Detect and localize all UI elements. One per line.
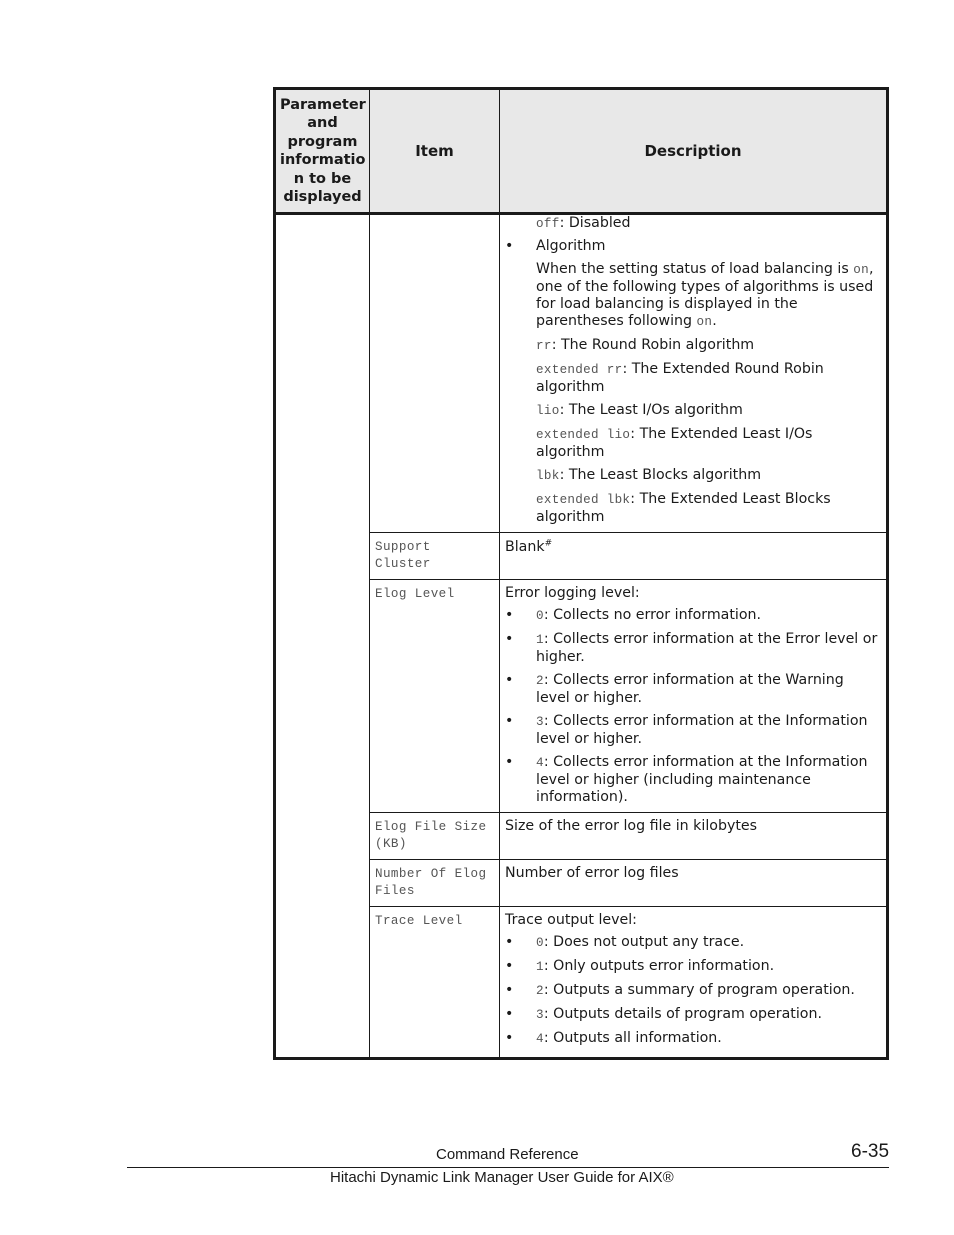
header-item: Item	[370, 89, 500, 214]
footer-guide-title: Hitachi Dynamic Link Manager User Guide for AIX®	[330, 1169, 674, 1186]
elog-level-list	[505, 607, 881, 806]
footer-divider	[127, 1167, 889, 1168]
footer-page-number: 6-35	[851, 1141, 890, 1162]
list-item: • 3: Outputs details of program operation.	[505, 1006, 822, 1022]
list-item: • 2: Collects error information at the Warning level or higher.	[505, 672, 844, 706]
description-elog-file-size: Size of the error log file in kilobytes	[500, 813, 888, 860]
list-item: • Algorithm	[505, 238, 606, 254]
algo-extended-lio: extended lio: The Extended Least I/Os algorithm	[536, 426, 813, 460]
list-item: • 1: Only outputs error information.	[505, 958, 775, 974]
algo-extended-lbk: extended lbk: The Extended Least Blocks algorithm	[536, 491, 831, 525]
table-row	[275, 214, 888, 533]
item-elog-file-size: Elog File Size (KB)	[370, 813, 500, 860]
algorithm-list	[505, 238, 881, 255]
item-support-cluster: Support Cluster	[370, 533, 500, 580]
item-elog-level: Elog Level	[370, 580, 500, 813]
item-cell	[370, 214, 500, 533]
algo-extended-rr: extended rr: The Extended Round Robin algorithm	[536, 361, 824, 395]
algorithm-intro: When the setting status of load balancing is on, one of the following types of algorithms is used for load balancing is displayed in the parentheses following on.	[536, 261, 874, 329]
header-param: Parameter and program informatio n to be displayed	[275, 89, 370, 214]
description-number-of-elog-files: Number of error log files	[500, 860, 888, 907]
list-item: • 0: Collects no error information.	[505, 607, 762, 623]
algo-rr: rr: The Round Robin algorithm	[536, 337, 755, 353]
item-trace-level: Trace Level	[370, 907, 500, 1059]
off-line: off: Disabled	[536, 215, 631, 231]
param-cell	[275, 214, 370, 1059]
item-number-of-elog-files: Number Of Elog Files	[370, 860, 500, 907]
list-item: • 3: Collects error information at the Information level or higher.	[505, 713, 868, 747]
list-item: • 0: Does not output any trace.	[505, 934, 745, 950]
list-item: • 4: Collects error information at the Information level or higher (including maintenance information).	[505, 754, 868, 805]
description-elog-level: Error logging level: • 0: Collects no error information. • 1: Collects error information at the Error level or higher. • 2: Collects error information at the Warning level or higher. • 3: Collects error information at the Information level or higher. • 4: Collects error information at the Information level or higher (including maintenance information).	[500, 580, 888, 813]
list-item: • 1: Collects error information at the Error level or higher.	[505, 631, 878, 665]
parameter-table	[273, 87, 889, 1060]
list-item: • 2: Outputs a summary of program operation.	[505, 982, 855, 998]
trace-level-list	[505, 934, 881, 1048]
description-support-cluster: Blank#	[500, 533, 888, 580]
description-cell	[500, 214, 888, 533]
list-item: • 4: Outputs all information.	[505, 1030, 722, 1046]
footer-section-title: Command Reference	[436, 1146, 579, 1163]
table-header-row	[275, 89, 888, 214]
description-trace-level: Trace output level: • 0: Does not output any trace. • 1: Only outputs error information. • 2: Outputs a summary of program operation. • 3: Outputs details of program operation. • 4: Outputs all information.	[500, 907, 888, 1059]
algo-lbk: lbk: The Least Blocks algorithm	[536, 467, 762, 483]
algo-lio: lio: The Least I/Os algorithm	[536, 402, 743, 418]
header-description: Description	[500, 89, 888, 214]
